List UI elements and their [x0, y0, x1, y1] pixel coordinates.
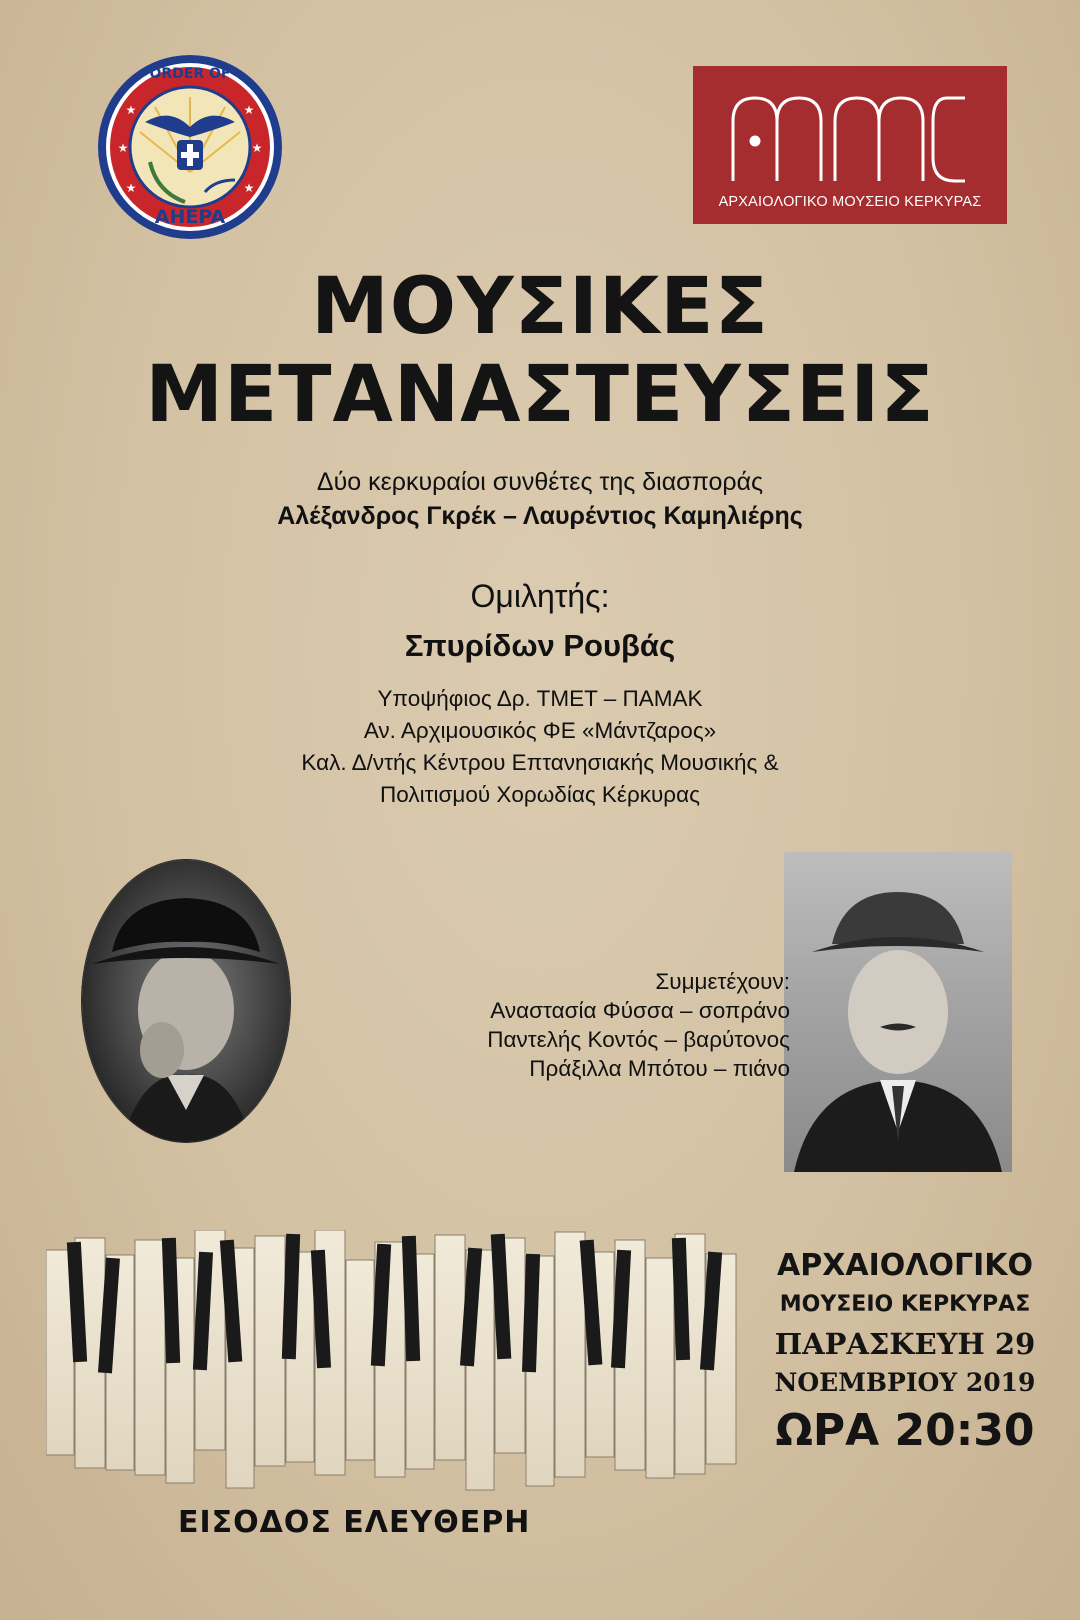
portrait-photo-left: [82, 860, 290, 1142]
speaker-credential: Υποψήφιος Δρ. ΤΜΕΤ – ΠΑΜΑΚ: [377, 686, 703, 711]
event-time: ΩΡΑ 20:30: [775, 1405, 1035, 1456]
svg-text:★: ★: [243, 181, 255, 195]
composers: Αλέξανδρος Γκρέκ – Λαυρέντιος Καμηλιέρης: [277, 502, 803, 530]
svg-text:★: ★: [243, 103, 255, 117]
svg-text:★: ★: [125, 181, 137, 195]
participant-item: Αναστασία Φύσσα – σοπράνο: [490, 998, 790, 1023]
title-line-1: ΜΟΥΣΙΚΕΣ: [311, 262, 769, 352]
piano-keys-illustration: [46, 1230, 756, 1500]
participants-label: Συμμετέχουν:: [655, 969, 790, 994]
venue-line-1: ΑΡΧΑΙΟΛΟΓΙΚΟ: [777, 1248, 1033, 1283]
svg-text:★: ★: [251, 141, 263, 155]
svg-text:★: ★: [125, 103, 137, 117]
title-line-2: ΜΕΤΑΝΑΣΤΕΥΣΕΙΣ: [145, 350, 935, 440]
portrait-photo-right: [784, 852, 1012, 1172]
event-date-line-1: ΠΑΡΑΣΚΕΥΗ 29: [774, 1327, 1036, 1361]
free-entry-label: ΕΙΣΟΔΟΣ ΕΛΕΥΘΕΡΗ: [178, 1505, 531, 1540]
participant-item: Παντελής Κοντός – βαρύτονος: [487, 1027, 790, 1052]
ahepa-logo: [95, 52, 285, 242]
speaker-credential: Καλ. Δ/ντής Κέντρου Επτανησιακής Μουσικής &: [301, 750, 779, 775]
event-date-line-2: ΝΟΕΜΒΡΙΟΥ 2019: [774, 1368, 1036, 1397]
museum-logo: [693, 66, 1007, 224]
speaker-label: Ομιλητής:: [470, 578, 610, 614]
museum-logo-mark: [725, 86, 975, 186]
speaker-name: Σπυρίδων Ρουβάς: [404, 628, 676, 663]
ahepa-top-text: ORDER OF: [149, 66, 231, 82]
participants-block: [290, 967, 790, 1083]
speaker-credential: Πολιτισμού Χορωδίας Κέρκυρας: [380, 782, 700, 807]
ahepa-bottom-text: AHEPA: [154, 206, 226, 228]
speaker-credential: Αν. Αρχιμουσικός ΦΕ «Μάντζαρος»: [363, 718, 717, 743]
svg-text:★: ★: [117, 141, 129, 155]
subtitle: Δύο κερκυραίοι συνθέτες της διασποράς: [316, 468, 764, 496]
venue-line-2: ΜΟΥΣΕΙΟ ΚΕΡΚΥΡΑΣ: [779, 1292, 1031, 1317]
museum-logo-caption: ΑΡΧΑΙΟΛΟΓΙΚΟ ΜΟΥΣΕΙΟ ΚΕΡΚΥΡΑΣ: [718, 194, 982, 210]
participant-item: Πράξιλλα Μπότου – πιάνο: [529, 1056, 790, 1081]
